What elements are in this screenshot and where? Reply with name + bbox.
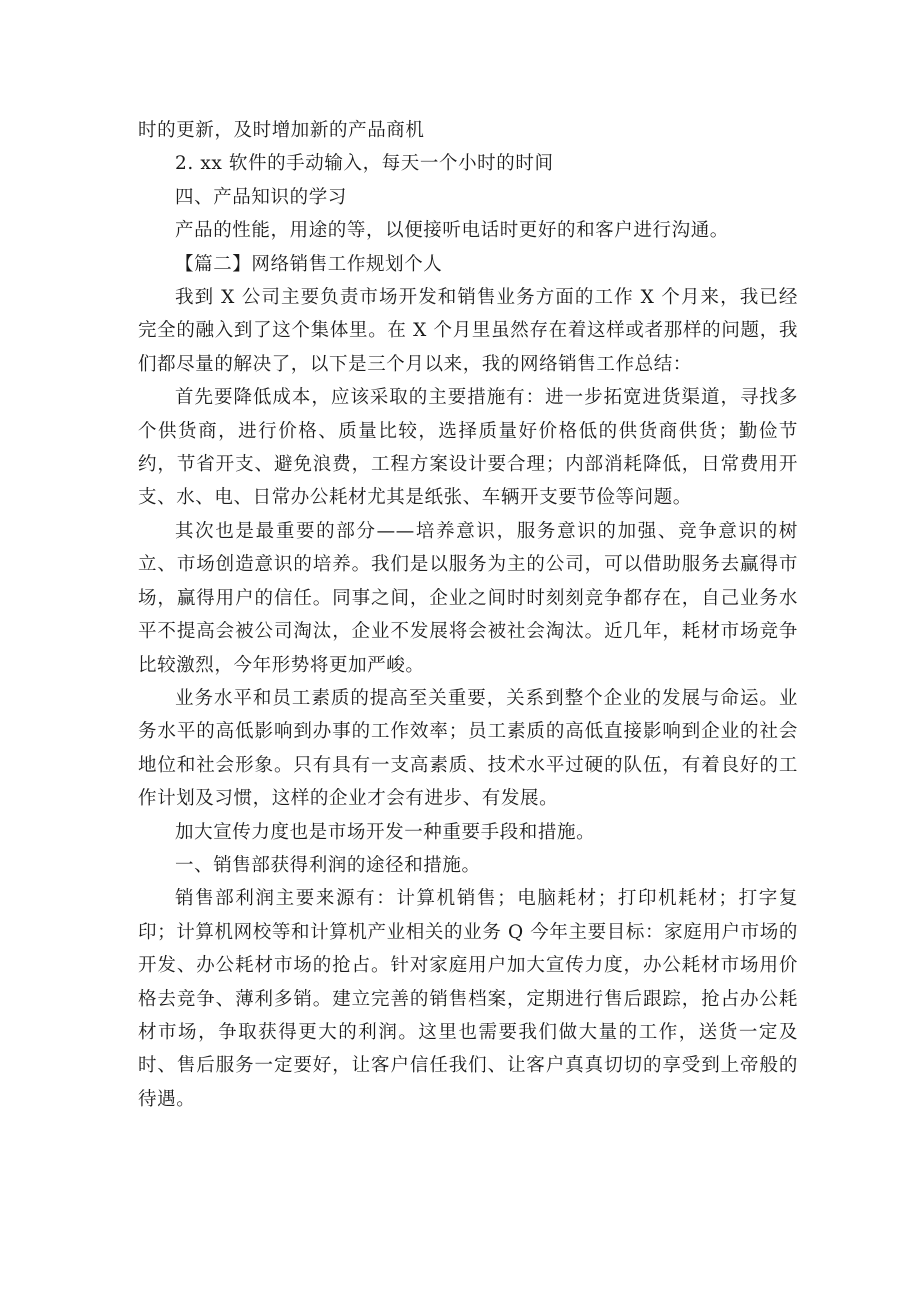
paragraph-intro: 我到 X 公司主要负责市场开发和销售业务方面的工作 X 个月来，我已经完全的融入到了这个集体里。在 X 个月里虽然存在着这样或者那样的问题，我们都尽量的解决了，以下是三个月以来，我的网络销售工作总结： [138, 287, 798, 375]
heading-product-knowledge: 四、产品知识的学习 [175, 186, 347, 208]
paragraph-reduce-cost: 首先要降低成本，应该采取的主要措施有：进一步拓宽进货渠道，寻找多个供货商，进行价格、质量比较，选择质量好价格低的供货商供货；勤俭节约，节省开支、避免浪费，工程方案设计要合理；内部消耗降低，日常费用开支、水、电、日常办公耗材尤其是纸张、车辆开支要节俭等问题。 [138, 387, 798, 509]
heading-part-two: 【篇二】网络销售工作规划个人 [175, 253, 443, 275]
paragraph-software-input: 2. xx 软件的手动输入，每天一个小时的时间 [175, 153, 554, 175]
paragraph-publicity: 加大宣传力度也是市场开发一种重要手段和措施。 [175, 821, 596, 843]
paragraph-profit-sources: 销售部利润主要来源有：计算机销售；电脑耗材；打印机耗材；打字复印；计算机网校等和计算机产业相关的业务 Q 今年主要目标：家庭用户市场的开发、办公耗材市场的抢占。针对家庭用户加大宣传力度，办公耗材市场用价格去竞争、薄利多销。建立完善的销售档案，定期进行售后跟踪，抢占办公耗材市场，争取获得更大的利润。这里也需要我们做大量的工作，送货一定及时、售后服务一定要好，让客户信任我们、让客户真真切切的享受到上帝般的待遇。 [138, 888, 798, 1110]
paragraph-continuation: 时的更新，及时增加新的产品商机 [138, 120, 425, 141]
document-body [138, 114, 798, 1116]
heading-profit-channels: 一、销售部获得利润的途径和措施。 [175, 854, 481, 876]
paragraph-staff-quality: 业务水平和员工素质的提高至关重要，关系到整个企业的发展与命运。业务水平的高低影响到办事的工作效率；员工素质的高低直接影响到企业的社会地位和社会形象。只有具有一支高素质、技术水平过硬的队伍，有着良好的工作计划及习惯，这样的企业才会有进步、有发展。 [138, 687, 798, 810]
paragraph-product-performance: 产品的性能，用途的等，以便接听电话时更好的和客户进行沟通。 [175, 220, 729, 242]
paragraph-awareness: 其次也是最重要的部分——培养意识，服务意识的加强、竞争意识的树立、市场创造意识的培养。我们是以服务为主的公司，可以借助服务去赢得市场，赢得用户的信任。同事之间，企业之间时时刻刻竞争都存在，自己业务水平不提高会被公司淘汰，企业不发展将会被社会淘汰。近几年，耗材市场竞争比较激烈，今年形势将更加严峻。 [138, 520, 798, 676]
